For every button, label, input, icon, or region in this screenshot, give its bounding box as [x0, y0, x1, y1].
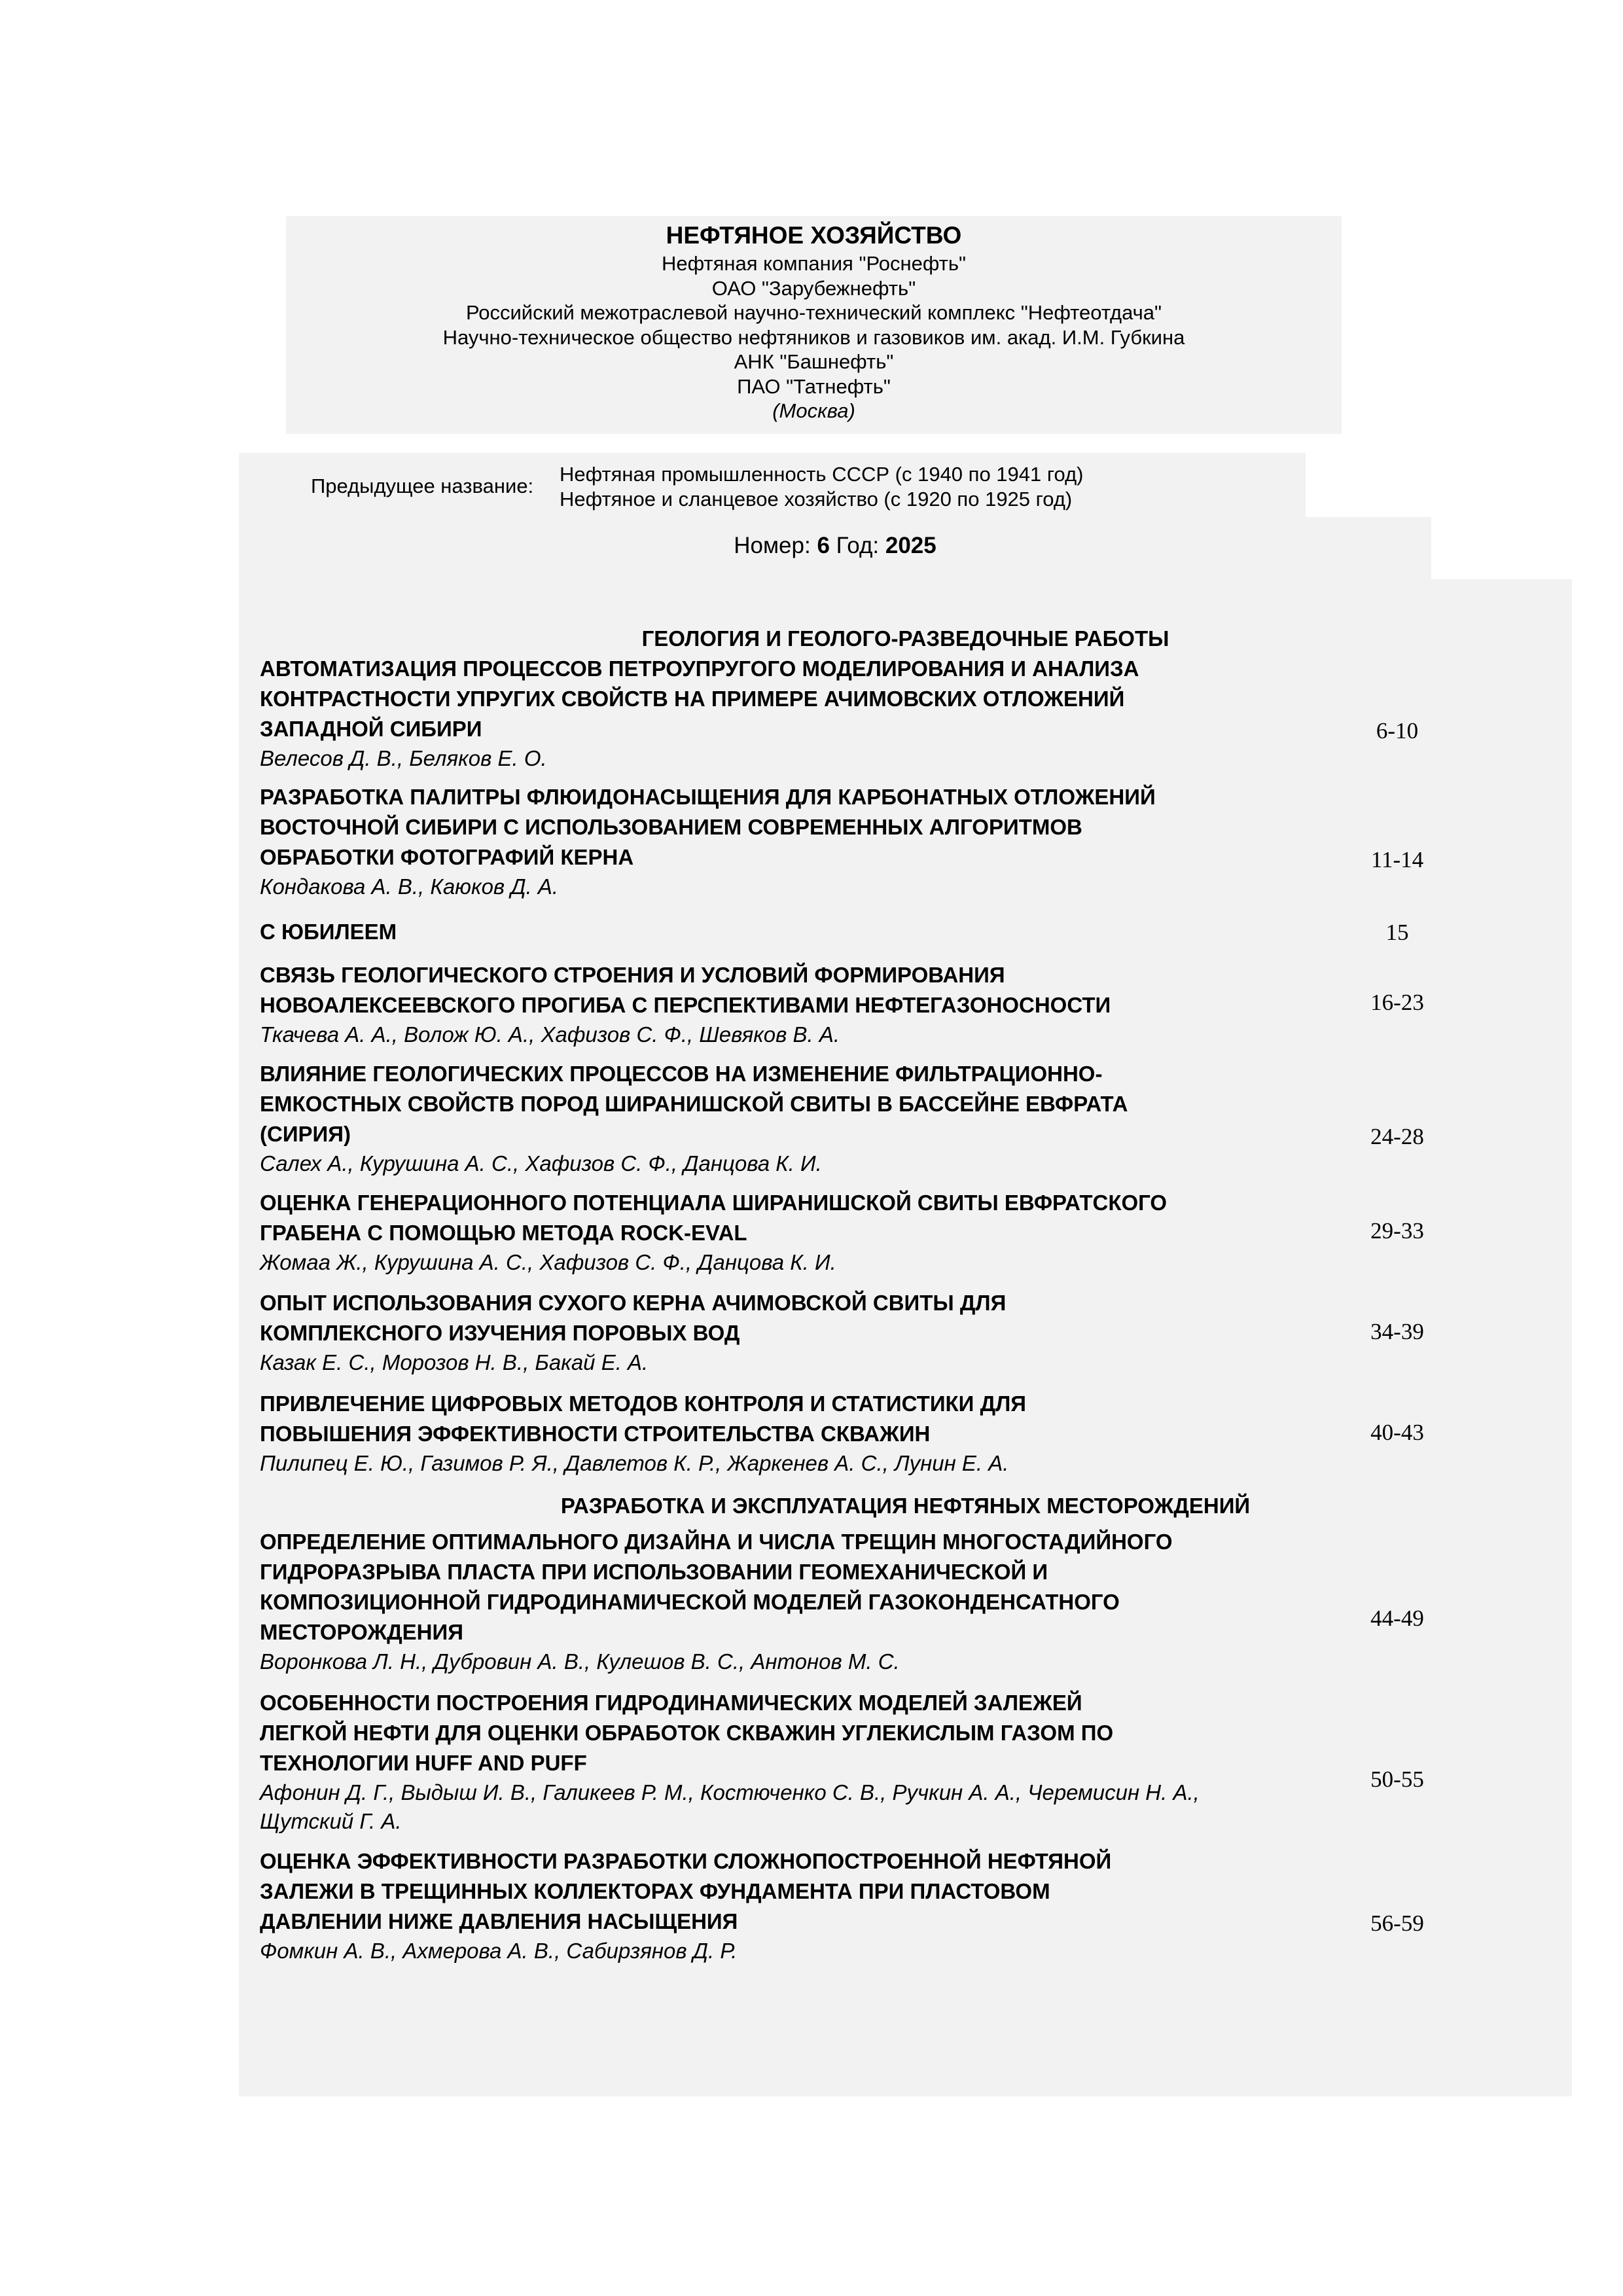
- article-authors: Фомкин А. В., Ахмерова А. В., Сабирзянов Д. Р.: [260, 1939, 738, 1963]
- article-title[interactable]: (СИРИЯ): [260, 1122, 351, 1146]
- article-entry: [260, 1688, 1438, 1836]
- article-title[interactable]: ТЕХНОЛОГИИ HUFF AND PUFF: [260, 1751, 587, 1775]
- issue-line: [239, 531, 1431, 560]
- article-entry: [260, 960, 1438, 1049]
- article-title[interactable]: ГРАБЕНА С ПОМОЩЬЮ МЕТОДА ROCK-EVAL: [260, 1221, 747, 1245]
- article-authors: Щутский Г. А.: [260, 1809, 402, 1833]
- article-entry: [260, 1389, 1438, 1478]
- issue-info: [239, 517, 1431, 579]
- article-entry: [260, 782, 1438, 901]
- article-title[interactable]: ДАВЛЕНИИ НИЖЕ ДАВЛЕНИЯ НАСЫЩЕНИЯ: [260, 1909, 738, 1933]
- publisher-line: АНК "Башнефть": [734, 350, 894, 373]
- article-pages: 11-14: [1370, 847, 1424, 872]
- article-title[interactable]: ГИДРОРАЗРЫВА ПЛАСТА ПРИ ИСПОЛЬЗОВАНИИ ГЕОМЕХАНИЧЕСКОЙ И: [260, 1560, 1048, 1584]
- publisher-line: Нефтяная компания "Роснефть": [661, 252, 967, 275]
- article-title[interactable]: ОЦЕНКА ЭФФЕКТИВНОСТИ РАЗРАБОТКИ СЛОЖНОПОСТРОЕННОЙ НЕФТЯНОЙ: [260, 1849, 1112, 1873]
- article-title[interactable]: ОПЫТ ИСПОЛЬЗОВАНИЯ СУХОГО КЕРНА АЧИМОВСКОЙ СВИТЫ ДЛЯ: [260, 1291, 1007, 1315]
- publisher-line: ОАО "Зарубежнефть": [711, 276, 916, 300]
- section-heading: РАЗРАБОТКА И ЭКСПЛУАТАЦИЯ НЕФТЯНЫХ МЕСТОРОЖДЕНИЙ: [560, 1494, 1251, 1518]
- article-entry: [260, 917, 1438, 947]
- article-entry: [260, 1188, 1438, 1277]
- article-entry: [260, 654, 1438, 773]
- article-pages: 34-39: [1370, 1319, 1424, 1344]
- article-title[interactable]: ЗАПАДНОЙ СИБИРИ: [260, 717, 482, 741]
- article-entry: [260, 1059, 1438, 1178]
- article-pages: 56-59: [1370, 1910, 1424, 1936]
- article-title[interactable]: ЛЕГКОЙ НЕФТИ ДЛЯ ОЦЕНКИ ОБРАБОТОК СКВАЖИН УГЛЕКИСЛЫМ ГАЗОМ ПО: [260, 1721, 1114, 1745]
- article-title[interactable]: КОНТРАСТНОСТИ УПРУГИХ СВОЙСТВ НА ПРИМЕРЕ АЧИМОВСКИХ ОТЛОЖЕНИЙ: [260, 687, 1125, 711]
- article-title[interactable]: КОМПОЗИЦИОННОЙ ГИДРОДИНАМИЧЕСКОЙ МОДЕЛЕЙ ГАЗОКОНДЕНСАТНОГО: [260, 1590, 1120, 1614]
- article-pages: 16-23: [1370, 990, 1424, 1015]
- article-authors: Салех А., Курушина А. С., Хафизов С. Ф., Данцова К. И.: [260, 1151, 822, 1175]
- table-of-contents: [239, 579, 1572, 2096]
- article-title[interactable]: ОПРЕДЕЛЕНИЕ ОПТИМАЛЬНОГО ДИЗАЙНА И ЧИСЛА ТРЕЩИН МНОГОСТАДИЙНОГО: [260, 1530, 1173, 1554]
- article-pages: 24-28: [1370, 1124, 1424, 1149]
- article-title[interactable]: ВЛИЯНИЕ ГЕОЛОГИЧЕСКИХ ПРОЦЕССОВ НА ИЗМЕНЕНИЕ ФИЛЬТРАЦИОННО-: [260, 1062, 1103, 1086]
- article-title[interactable]: ОБРАБОТКИ ФОТОГРАФИЙ КЕРНА: [260, 845, 634, 869]
- article-pages: 15: [1385, 920, 1409, 945]
- journal-title[interactable]: НЕФТЯНОЕ ХОЗЯЙСТВО: [666, 222, 962, 249]
- article-authors: Ткачева А. А., Волож Ю. А., Хафизов С. Ф., Шевяков В. А.: [260, 1022, 840, 1047]
- article-title[interactable]: КОМПЛЕКСНОГО ИЗУЧЕНИЯ ПОРОВЫХ ВОД: [260, 1321, 740, 1345]
- issue-number: 6: [817, 533, 830, 558]
- article-title[interactable]: ЗАЛЕЖИ В ТРЕЩИННЫХ КОЛЛЕКТОРАХ ФУНДАМЕНТА ПРИ ПЛАСТОВОМ: [260, 1879, 1050, 1903]
- article-authors: Велесов Д. В., Беляков Е. О.: [260, 746, 547, 770]
- publisher-line: Российский межотраслевой научно-технический комплекс "Нефтеотдача": [465, 301, 1162, 324]
- publisher-line: Научно-техническое общество нефтяников и газовиков им. акад. И.М. Губкина: [442, 325, 1185, 349]
- previous-name: Нефтяная промышленность СССР (с 1940 по 1941 год): [560, 463, 1084, 486]
- article-title[interactable]: ОСОБЕННОСТИ ПОСТРОЕНИЯ ГИДРОДИНАМИЧЕСКИХ МОДЕЛЕЙ ЗАЛЕЖЕЙ: [260, 1691, 1082, 1715]
- article-pages: 44-49: [1370, 1605, 1424, 1631]
- article-authors: Кондакова А. В., Каюков Д. А.: [260, 874, 559, 899]
- article-authors: Казак Е. С., Морозов Н. В., Бакай Е. А.: [260, 1350, 649, 1374]
- article-authors: Афонин Д. Г., Выдыш И. В., Галикеев Р. М., Костюченко С. В., Ручкин А. А., Черемисин Н. А.,: [260, 1780, 1200, 1804]
- article-authors: Жомаа Ж., Курушина А. С., Хафизов С. Ф., Данцова К. И.: [260, 1250, 836, 1274]
- issue-year-label: Год:: [836, 533, 880, 558]
- article-pages: 6-10: [1376, 718, 1419, 744]
- journal-header: [286, 216, 1342, 434]
- article-pages: 50-55: [1370, 1767, 1424, 1792]
- article-entry: [260, 1527, 1438, 1676]
- previous-names-label: Предыдущее название:: [311, 475, 534, 497]
- issue-year: 2025: [885, 533, 936, 558]
- section-heading: ГЕОЛОГИЯ И ГЕОЛОГО-РАЗВЕДОЧНЫЕ РАБОТЫ: [641, 626, 1169, 651]
- article-title[interactable]: ВОСТОЧНОЙ СИБИРИ С ИСПОЛЬЗОВАНИЕМ СОВРЕМЕННЫХ АЛГОРИТМОВ: [260, 815, 1082, 839]
- article-title[interactable]: С ЮБИЛЕЕМ: [260, 920, 397, 944]
- article-title[interactable]: НОВОАЛЕКСЕЕВСКОГО ПРОГИБА С ПЕРСПЕКТИВАМИ НЕФТЕГАЗОНОСНОСТИ: [260, 993, 1111, 1017]
- article-entry: [260, 1288, 1438, 1377]
- article-pages: 40-43: [1370, 1420, 1424, 1445]
- previous-name: Нефтяное и сланцевое хозяйство (с 1920 по 1925 год): [560, 488, 1073, 511]
- article-title[interactable]: РАЗРАБОТКА ПАЛИТРЫ ФЛЮИДОНАСЫЩЕНИЯ ДЛЯ КАРБОНАТНЫХ ОТЛОЖЕНИЙ: [260, 785, 1156, 809]
- previous-names-block: [239, 453, 1306, 517]
- article-title[interactable]: ОЦЕНКА ГЕНЕРАЦИОННОГО ПОТЕНЦИАЛА ШИРАНИШСКОЙ СВИТЫ ЕВФРАТСКОГО: [260, 1191, 1168, 1215]
- previous-names-list: [560, 462, 1083, 512]
- journal-city: (Москва): [772, 399, 855, 422]
- issue-number-label: Номер:: [734, 533, 811, 558]
- publisher-line: ПАО "Татнефть": [737, 374, 891, 398]
- article-title[interactable]: ЕМКОСТНЫХ СВОЙСТВ ПОРОД ШИРАНИШСКОЙ СВИТЫ В БАССЕЙНЕ ЕВФРАТА: [260, 1092, 1128, 1116]
- article-title[interactable]: АВТОМАТИЗАЦИЯ ПРОЦЕССОВ ПЕТРОУПРУГОГО МОДЕЛИРОВАНИЯ И АНАЛИЗА: [260, 656, 1139, 681]
- article-title[interactable]: МЕСТОРОЖДЕНИЯ: [260, 1620, 463, 1644]
- article-title[interactable]: ПРИВЛЕЧЕНИЕ ЦИФРОВЫХ МЕТОДОВ КОНТРОЛЯ И СТАТИСТИКИ ДЛЯ: [260, 1391, 1026, 1416]
- article-pages: 29-33: [1370, 1218, 1424, 1244]
- article-title[interactable]: ПОВЫШЕНИЯ ЭФФЕКТИВНОСТИ СТРОИТЕЛЬСТВА СКВАЖИН: [260, 1422, 931, 1446]
- article-authors: Воронкова Л. Н., Дубровин А. В., Кулешов В. С., Антонов М. С.: [260, 1649, 900, 1674]
- article-authors: Пилипец Е. Ю., Газимов Р. Я., Давлетов К. Р., Жаркенев А. С., Лунин Е. А.: [260, 1451, 1009, 1475]
- article-entry: [260, 1846, 1438, 1965]
- article-title[interactable]: СВЯЗЬ ГЕОЛОГИЧЕСКОГО СТРОЕНИЯ И УСЛОВИЙ ФОРМИРОВАНИЯ: [260, 963, 1005, 987]
